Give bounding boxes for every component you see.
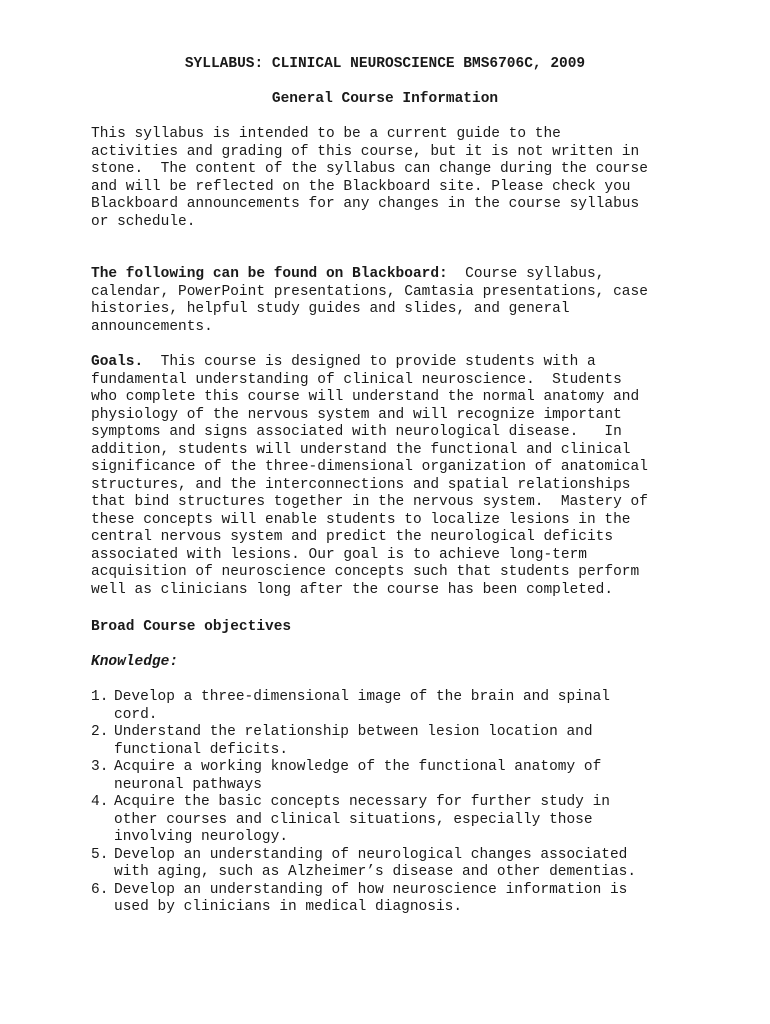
list-item (91, 882, 691, 917)
goals-first-line: This course is designed to provide students with a (143, 354, 596, 370)
text-line: neuronal pathways (114, 776, 262, 793)
text-line: cord. (114, 706, 158, 723)
text-line: other courses and clinical situations, especially those (114, 811, 593, 828)
intro-paragraph (91, 126, 691, 231)
text-line: acquisition of neuroscience concepts such that students perform (91, 564, 640, 580)
text-line (91, 354, 691, 372)
knowledge-heading: Knowledge: (91, 654, 179, 670)
text-line: histories, helpful study guides and slides, and general (91, 301, 570, 317)
text-line: activities and grading of this course, but it is not written in (91, 143, 640, 160)
list-item (91, 794, 691, 847)
text-line: This syllabus is intended to be a current guide to the (91, 126, 561, 142)
text-line: Understand the relationship between lesion location and (114, 724, 593, 740)
goals-paragraph (91, 354, 691, 599)
text-line: Acquire a working knowledge of the functional anatomy of (114, 759, 602, 775)
page-title: SYLLABUS: CLINICAL NEUROSCIENCE BMS6706C, 2009 (184, 56, 586, 72)
text-line: calendar, PowerPoint presentations, Camtasia presentations, case (91, 283, 648, 300)
text-line: these concepts will enable students to localize lesions in the (91, 511, 631, 528)
text-line: that bind structures together in the nervous system. Mastery of (91, 494, 648, 510)
list-number: 2. (91, 724, 109, 740)
text-line: who complete this course will understand the normal anatomy and (91, 389, 640, 405)
list-number: 3. (91, 759, 109, 775)
list-number: 6. (91, 881, 109, 898)
text-line: fundamental understanding of clinical neuroscience. Students (91, 371, 622, 388)
list-number: 1. (91, 689, 109, 705)
goals-heading: Goals. (91, 354, 144, 370)
list-item (91, 847, 691, 882)
list-number: 5. (91, 846, 109, 863)
text-line: Acquire the basic concepts necessary for further study in (114, 794, 610, 810)
text-line: significance of the three-dimensional organization of anatomical (91, 459, 648, 475)
text-line: and will be reflected on the Blackboard site. Please check you (91, 178, 631, 195)
blackboard-first-line: Course syllabus, (447, 266, 605, 282)
text-line: structures, and the interconnections and spatial relationships (91, 476, 631, 493)
text-line: stone. The content of the syllabus can change during the course (91, 161, 648, 177)
text-line: Develop an understanding of how neuroscience information is (114, 881, 628, 898)
text-line: symptoms and signs associated with neurological disease. In (91, 424, 622, 440)
text-line: Develop an understanding of neurological changes associated (114, 846, 628, 863)
text-line: announcements. (91, 318, 213, 335)
text-line: associated with lesions. Our goal is to achieve long-term (91, 546, 587, 563)
text-line: used by clinicians in medical diagnosis. (114, 899, 463, 915)
text-line: Develop a three-dimensional image of the brain and spinal (114, 689, 610, 705)
list-item (91, 724, 691, 759)
text-line: or schedule. (91, 213, 196, 230)
text-line: central nervous system and predict the neurological deficits (91, 529, 614, 545)
objectives-heading: Broad Course objectives (91, 619, 292, 635)
blackboard-paragraph (91, 266, 691, 336)
blackboard-heading: The following can be found on Blackboard: (91, 266, 448, 282)
text-line: functional deficits. (114, 741, 289, 758)
list-item (91, 689, 691, 724)
knowledge-list (91, 689, 691, 917)
text-line: with aging, such as Alzheimer’s disease and other dementias. (114, 864, 637, 880)
text-line: involving neurology. (114, 829, 289, 845)
text-line: physiology of the nervous system and will recognize important (91, 406, 622, 423)
text-line (91, 266, 691, 284)
list-number: 4. (91, 794, 109, 810)
text-line: well as clinicians long after the course has been completed. (91, 581, 614, 598)
text-line: addition, students will understand the functional and clinical (91, 441, 631, 458)
text-line: Blackboard announcements for any changes in the course syllabus (91, 196, 640, 212)
section-title: General Course Information (271, 91, 499, 107)
list-item (91, 759, 691, 794)
